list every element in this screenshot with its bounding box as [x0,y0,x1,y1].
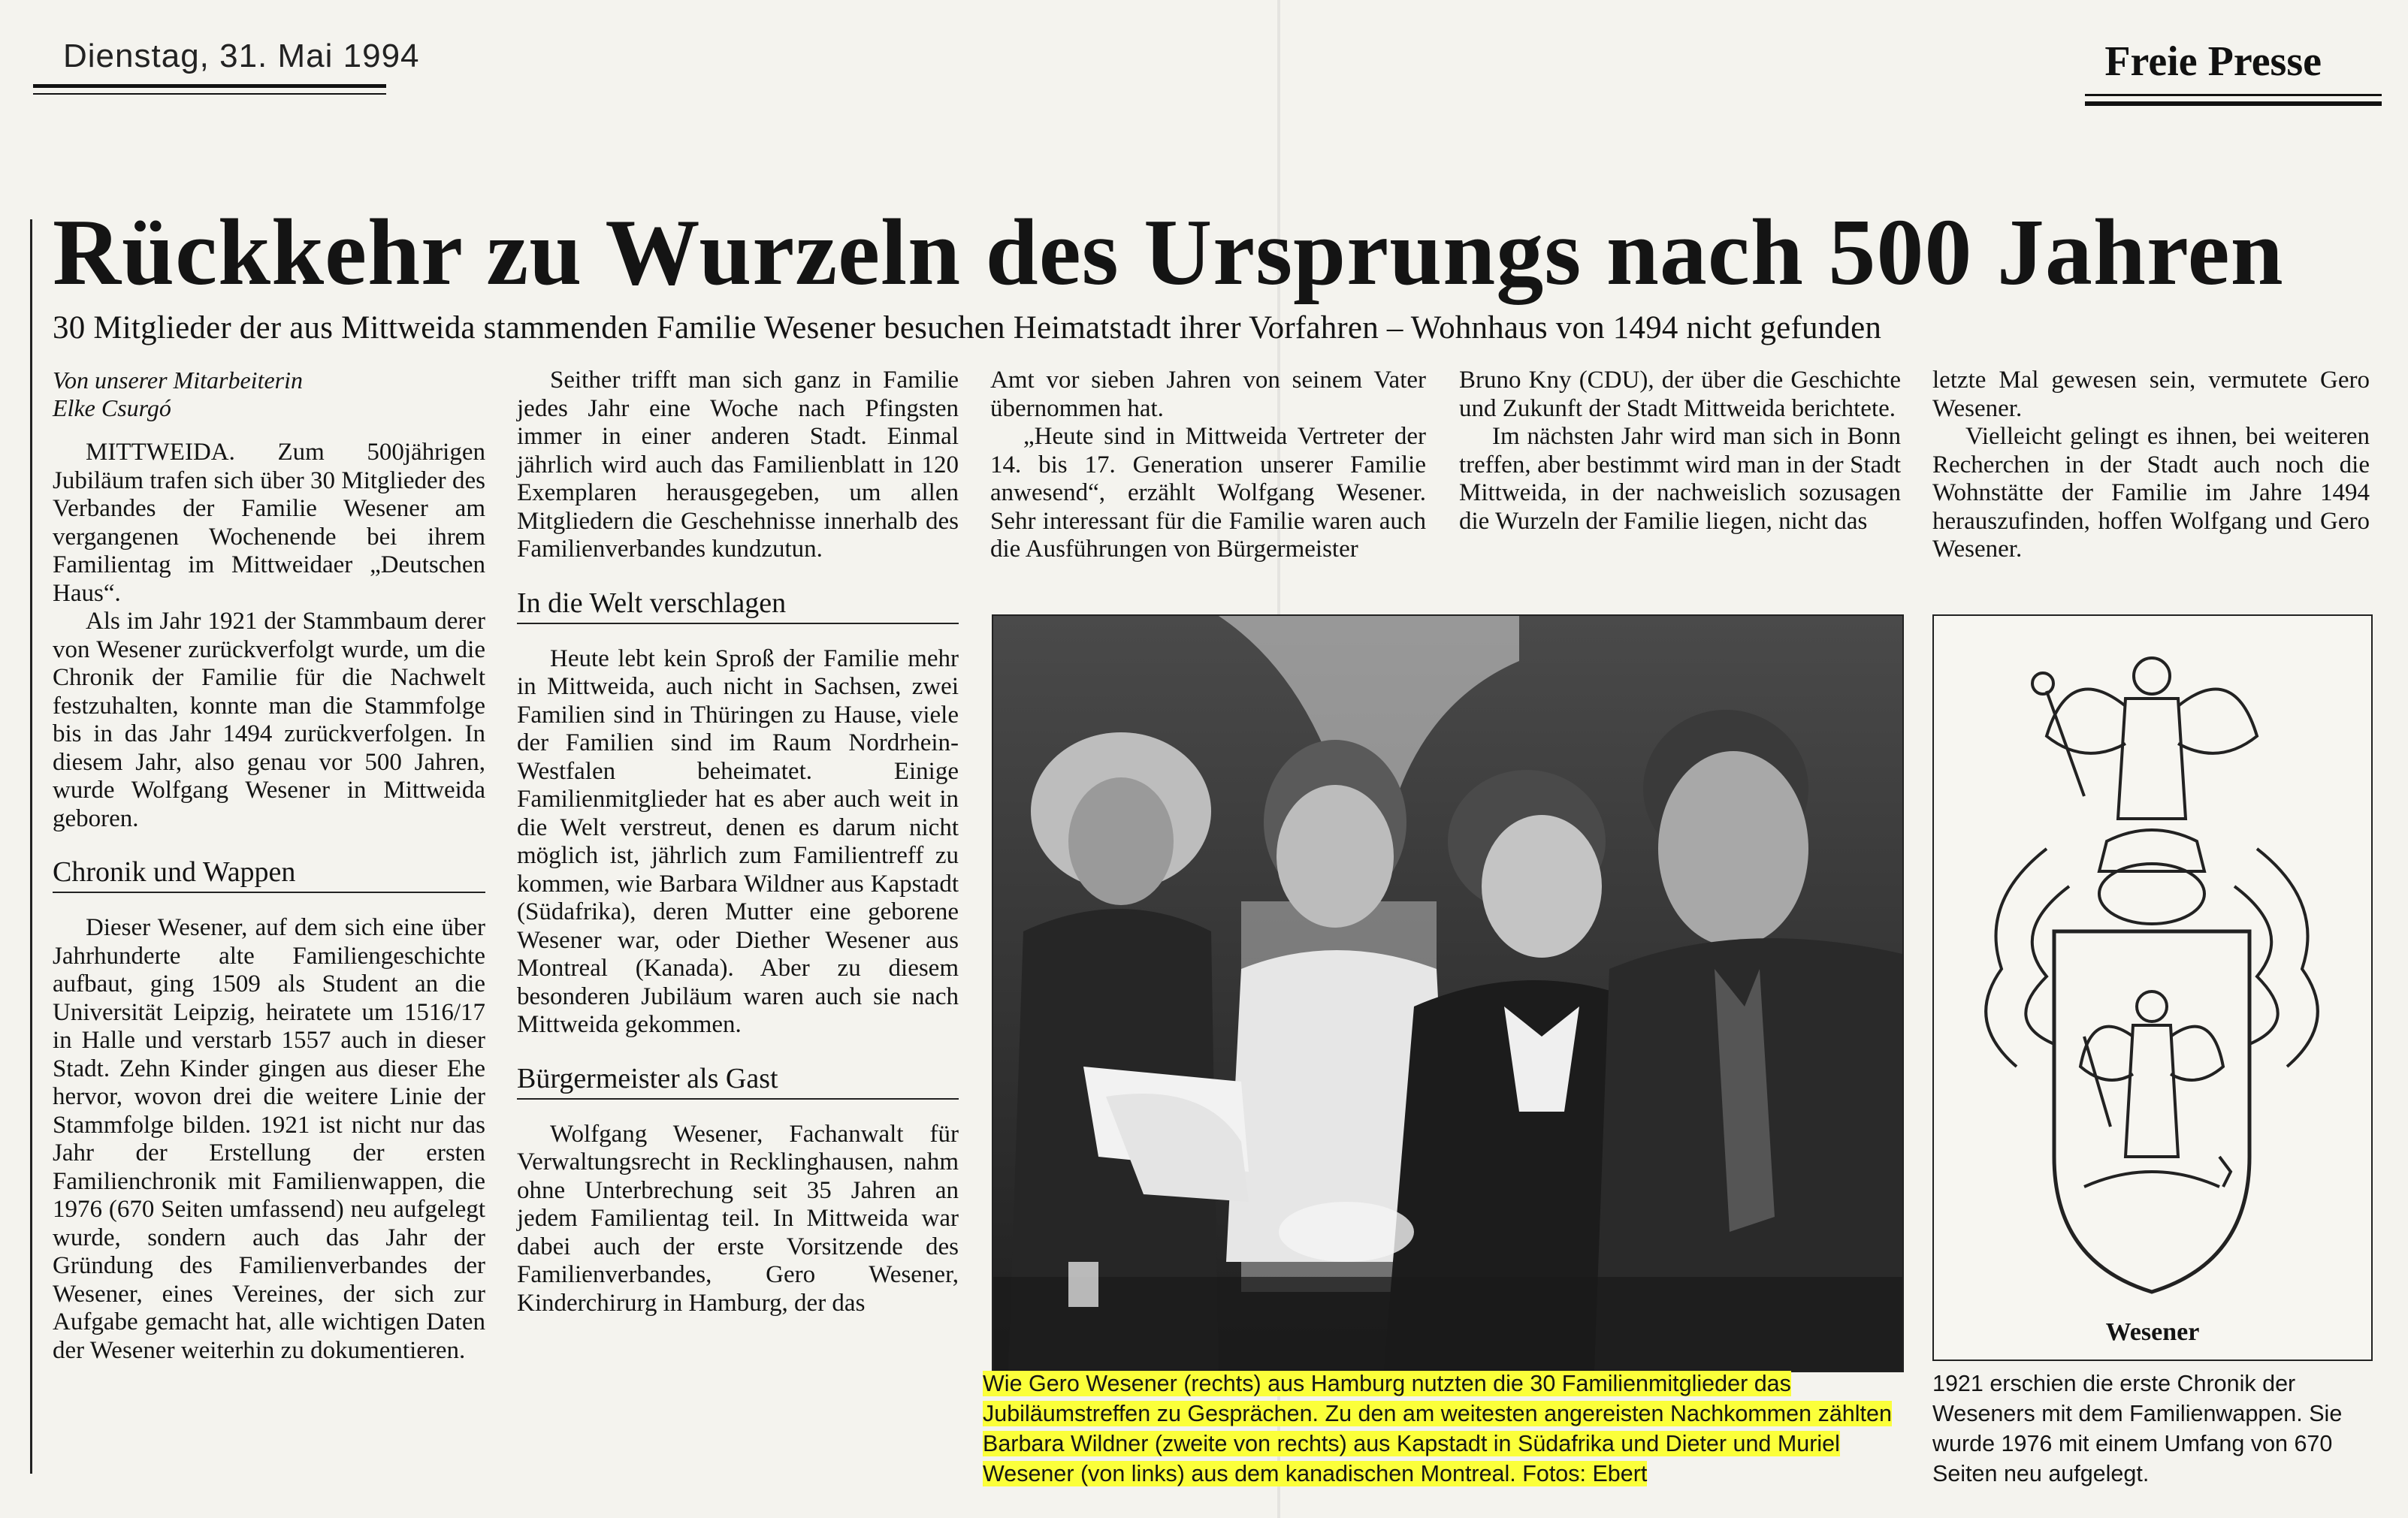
coat-of-arms-box [1932,614,2373,1361]
family-photo [992,614,1904,1372]
paragraph: MITTWEIDA. Zum 500jährigen Jubiläum trafen sich über 30 Mitglieder des Verbandes der Familie Wesener am vergangenen Wochenende bei ihrem Familientag im Mittweidaer „Deutschen Haus“. [53,439,485,607]
paragraph: Bruno Kny (CDU), der über die Geschichte und Zukunft der Stadt Mittweida berichtete. [1459,367,1901,422]
paragraph: Heute lebt kein Sproß der Familie mehr in Mittweida, auch nicht in Sachsen, zwei Familien sind in Thüringen zu Hause, viele der Familien sind im Raum Nordrhein-Westfalen beheimatet. Einige Familienmitglieder hat es aber auch weit in die Welt verstreut, denen es darum nicht möglich ist, jährlich zum Familientreff zu kommen, wie Barbara Wildner aus Kapstadt (Südafrika), deren Mutter eine geborene Wesener war, oder Diether Wesener aus Montreal (Kanada). Aber zu diesem besonderen Jubiläum waren auch sie nach Mittweida gekommen. [517,644,959,1038]
article-column-3 [990,367,1426,564]
article-column-1 [53,367,485,1365]
article-column-4 [1459,367,1901,536]
section-heading: Chronik und Wappen [53,856,485,893]
subheadline: 30 Mitglieder der aus Mittweida stammenden Familie Wesener besuchen Heimatstadt ihrer Vorfahren – Wohnhaus von 1494 nicht gefunden [53,310,1882,346]
photo-caption [983,1369,1901,1489]
paragraph: Als im Jahr 1921 der Stammbaum derer von Wesener zurückverfolgt wurde, um die Chronik der Familie für die Nachwelt festzuhalten, konnte man die Stammfolge bis in das Jahr 1494 zurückverfolgen. In diesem Jahr, also genau vor 500 Jahren, wurde Wolfgang Wesener in Mittweida geboren. [53,608,485,832]
coat-of-arms-label: Wesener [2105,1318,2200,1346]
newspaper-name: Freie Presse [2104,38,2322,85]
coat-of-arms-icon [1934,616,2371,1307]
article-column-2 [517,367,959,1317]
masthead-rule-thin [2085,94,2382,96]
article-side-bar [30,219,32,1474]
paragraph: Amt vor sieben Jahren von seinem Vater übernommen hat. [990,367,1426,422]
photo-image [993,616,1902,1371]
photo-caption-text: Wie Gero Wesener (rechts) aus Hamburg nutzten die 30 Familienmitglieder das Jubiläumstreffen zu Gesprächen. Zu den am weitesten angereisten Nachkommen zählten Barbara Wildner (zweite von rechts) aus Kapstadt in Südafrika und Dieter und Muriel Wesener (von links) aus dem kanadischen Montreal. Fotos: Ebert [983,1371,1892,1486]
byline-role: Von unserer Mitarbeiterin [53,367,303,394]
paragraph: Wolfgang Wesener, Fachanwalt für Verwaltungsrecht in Recklinghausen, nahm ohne Unterbrechung seit 35 Jahren an jedem Familientag teil. In Mittweida war dabei auch der erste Vorsitzende des Familienverbandes, Gero Wesener, Kinderchirurg in Hamburg, der das [517,1120,959,1317]
paragraph: Seither trifft man sich ganz in Familie jedes Jahr eine Woche nach Pfingsten immer in einer anderen Stadt. Einmal jährlich wird auch das Familienblatt in 120 Exemplaren herausgegeben, um allen Mitgliedern die Geschehnisse innerhalb des Familienverbandes kundzutun. [517,367,959,563]
article-column-5 [1932,367,2370,564]
byline [53,367,485,422]
date-rule [33,84,386,88]
paragraph: Dieser Wesener, auf dem sich eine über Jahrhunderte alte Familiengeschichte aufbaut, ging 1509 als Student an die Universität Leipzig, heiratete um 1516/17 in Halle und verstarb 1557 auch in dieser Stadt. Zehn Kinder gingen aus dieser Ehe hervor, wovon drei die weitere Linie der Stammfolge bilden. 1921 ist nicht nur das Jahr der Erstellung der ersten Familienchronik mit Familienwappen, die 1976 (670 Seiten umfassend) neu aufgelegt wurde, sondern auch das Jahr der Gründung des Familienverbandes der Wesener, eines Vereines, der sich zur Aufgabe gemacht hat, alle wichtigen Daten der Wesener weiterhin zu dokumentieren. [53,914,485,1364]
paragraph: „Heute sind in Mittweida Vertreter der 14. bis 17. Generation unserer Familie anwesend“, erzählt Wolfgang Wesener. Sehr interessant für die Familie waren auch die Ausführungen von Bürgermeister [990,423,1426,563]
section-heading: In die Welt verschlagen [517,587,959,624]
issue-date: Dienstag, 31. Mai 1994 [63,38,420,74]
coat-of-arms-caption: 1921 erschien die erste Chronik der Weseners mit dem Familienwappen. Sie wurde 1976 mit einem Umfang von 670 Seiten neu aufgelegt. [1932,1371,2343,1486]
paragraph: Im nächsten Jahr wird man sich in Bonn treffen, aber bestimmt wird man in der Stadt Mittweida, in der nachweislich sozusagen die Wurzeln der Familie liegen, nicht das [1459,423,1901,535]
masthead-rule [2085,101,2382,106]
paragraph: letzte Mal gewesen sein, vermutete Gero Wesener. [1932,367,2370,422]
paragraph: Vielleicht gelingt es ihnen, bei weiteren Recherchen in der Stadt auch noch die Wohnstätte der Familie im Jahre 1494 herauszufinden, hoffen Wolfgang und Gero Wesener. [1932,423,2370,563]
section-heading: Bürgermeister als Gast [517,1062,959,1100]
date-rule-thin [33,93,386,95]
headline: Rückkehr zu Wurzeln des Ursprungs nach 500 Jahren [53,201,2284,305]
byline-author: Elke Csurgó [53,394,171,421]
